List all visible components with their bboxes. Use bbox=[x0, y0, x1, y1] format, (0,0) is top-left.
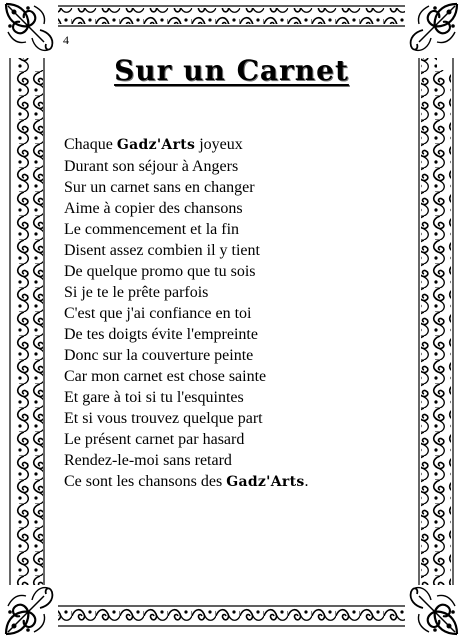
poem-line bbox=[64, 198, 364, 219]
poem-line-text: Le présent carnet par hasard bbox=[64, 431, 245, 448]
border-right bbox=[419, 58, 453, 585]
poem-line-text: Si je te le prête parfois bbox=[64, 284, 209, 301]
corner-bottom-left bbox=[6, 588, 52, 634]
poem-line bbox=[64, 450, 364, 471]
poem-line-text: Durant son séjour à Angers bbox=[64, 158, 239, 175]
poem-line bbox=[64, 156, 364, 177]
poem-line-text: De tes doigts évite l'empreinte bbox=[64, 326, 258, 343]
poem-line-text: C'est que j'ai confiance en toi bbox=[64, 305, 252, 322]
poem-body bbox=[64, 134, 364, 493]
poem-line bbox=[64, 324, 364, 345]
poem-line-text: Chaque bbox=[64, 136, 117, 153]
poem-line-text: Et si vous trouvez quelque part bbox=[64, 410, 263, 427]
poem-line-text: Donc sur la couverture peinte bbox=[64, 347, 254, 364]
poem-line-text: De quelque promo que tu sois bbox=[64, 263, 256, 280]
poem-line-text: Aime à copier des chansons bbox=[64, 200, 243, 217]
border-top bbox=[58, 6, 405, 26]
poem-line bbox=[64, 261, 364, 282]
corner-top-right bbox=[411, 4, 457, 50]
gadzarts-emphasis: Gadz'Arts bbox=[226, 474, 305, 490]
corner-top-left bbox=[6, 4, 52, 50]
border-left bbox=[10, 58, 44, 585]
poem-line bbox=[64, 177, 364, 198]
poem-line bbox=[64, 282, 364, 303]
gadzarts-emphasis: Gadz'Arts bbox=[116, 137, 196, 153]
page-title-text: Sur un Carnet bbox=[114, 54, 349, 87]
poem-line bbox=[64, 366, 364, 387]
poem-line-text: Disent assez combien il y tient bbox=[64, 242, 260, 259]
page-title bbox=[0, 53, 463, 89]
poem-line bbox=[64, 429, 364, 450]
poem-line bbox=[64, 240, 364, 261]
poem-line-text-end: . bbox=[304, 473, 309, 490]
poem-line-text: Le commencement et la fin bbox=[64, 221, 240, 238]
page-number: 4 bbox=[63, 33, 69, 47]
poem-line-text: Sur un carnet sans en changer bbox=[64, 179, 255, 196]
poem-line bbox=[64, 345, 364, 366]
poem-line bbox=[64, 387, 364, 408]
poem-line bbox=[64, 408, 364, 429]
poem-line-text: Ce sont les chansons des bbox=[64, 473, 227, 490]
poem-line bbox=[64, 471, 364, 493]
poem-line-text: Et gare à toi si tu l'esquintes bbox=[64, 389, 244, 406]
poem-line bbox=[64, 303, 364, 324]
poem-line-text: Car mon carnet est chose sainte bbox=[64, 368, 267, 385]
poem-line-text: Rendez-le-moi sans retard bbox=[64, 452, 232, 469]
corner-bottom-right bbox=[411, 588, 457, 634]
poem-line bbox=[64, 134, 364, 156]
poem-line-text-end: joyeux bbox=[195, 136, 243, 153]
poem-line bbox=[64, 219, 364, 240]
border-bottom bbox=[58, 606, 405, 626]
